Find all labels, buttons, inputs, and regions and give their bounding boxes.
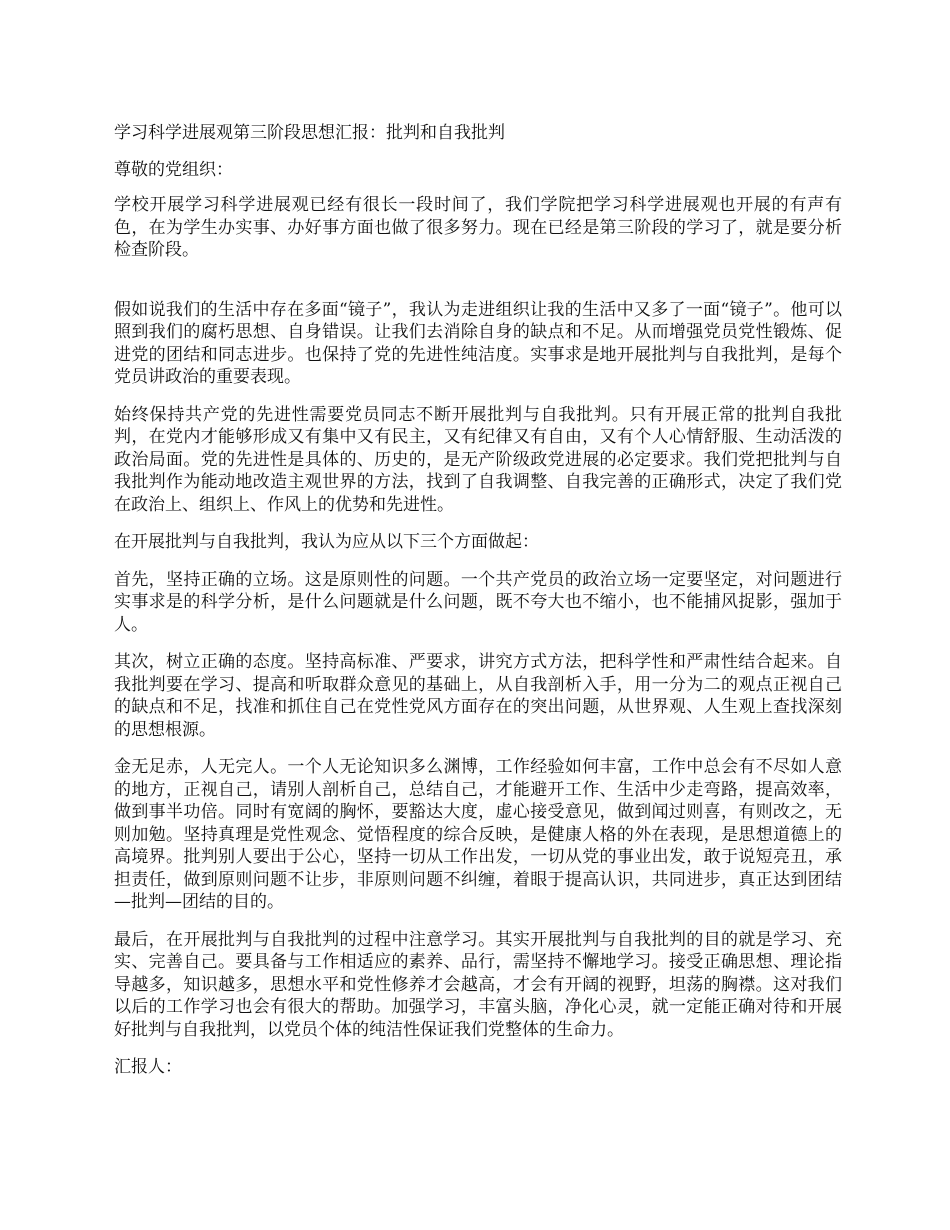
paragraph-no-perfect-person: 金无足赤，人无完人。一个人无论知识多么渊博，工作经验如何丰富，工作中总会有不尽如人意的地方，正视自己，请别人剖析自己，总结自己，才能避开工作、生活中少走弯路，提高效率，做到事半功倍。同时有宽阔的胸怀，要豁达大度，虚心接受意见，做到闻过则喜，有则改之，无则加勉。坚持真理是党性观念、觉悟程度的综合反映，是健康人格的外在表现，是思想道德上的高境界。批判别人要出于公心，坚持一切从工作出发，一切从党的事业出发，敢于说短亮丑，承担责任，做到原则问题不让步，非原则问题不纠缠，着眼于提高认识，共同进步，真正达到团结—批判—团结的目的。: [114, 757, 842, 912]
paragraph-mirror: 假如说我们的生活中存在多面“镜子”，我认为走进组织让我的生活中又多了一面“镜子”。他可以照到我们的腐朽思想、自身错误。让我们去消除自身的缺点和不足。从而增强党员党性锻炼、促进党的团结和同志进步。也保持了党的先进性纯洁度。实事求是地开展批判与自我批判，是每个党员讲政治的重要表现。: [114, 299, 842, 387]
salutation: 尊敬的党组织：: [114, 159, 233, 180]
paragraph-three-aspects: 在开展批判与自我批判，我认为应从以下三个方面做起：: [114, 532, 539, 552]
paragraph-second-point: 其次，树立正确的态度。坚持高标准、严要求，讲究方式方法，把科学性和严肃性结合起来。自我批判要在学习、提高和听取群众意见的基础上，从自我剖析入手，用一分为二的观点正视自己的缺点和不足，找准和抓住自己在党性党风方面存在的突出问题，从世界观、人生观上查找深刻的思想根源。: [114, 652, 842, 740]
paragraph-last-point: 最后，在开展批判与自我批判的过程中注意学习。其实开展批判与自我批判的目的就是学习、充实、完善自己。要具备与工作相适应的素养、品行，需坚持不懈地学习。接受正确思想、理论指导越多，知识越多，思想水平和党性修养才会越高，才会有开阔的视野，坦荡的胸襟。这对我们以后的工作学习也会有很大的帮助。加强学习，丰富头脑，净化心灵，就一定能正确对待和开展好批判与自我批判，以党员个体的纯洁性保证我们党整体的生命力。: [114, 929, 842, 1040]
paragraph-first-point: 首先，坚持正确的立场。这是原则性的问题。一个共产党员的政治立场一定要坚定，对问题进行实事求是的科学分析，是什么问题就是什么问题，既不夸大也不缩小，也不能捕风捉影，强加于人。: [114, 569, 842, 635]
document-title: 学习科学进展观第三阶段思想汇报：批判和自我批判: [114, 123, 505, 143]
paragraph-intro: 学校开展学习科学进展观已经有很长一段时间了，我们学院把学习科学进展观也开展的有声有色，在为学生办实事、办好事方面也做了很多努力。现在已经是第三阶段的学习了，就是要分析检查阶段。: [114, 195, 842, 260]
document-body: [114, 122, 842, 1094]
paragraph-advanced-nature: 始终保持共产党的先进性需要党员同志不断开展批判与自我批判。只有开展正常的批判自我批判，在党内才能够形成又有集中又有民主，又有纪律又有自由，又有个人心情舒服、生动活泼的政治局面。党的先进性是具体的、历史的，是无产阶级政党进展的必定要求。我们党把批判与自我批判作为能动地改造主观世界的方法，找到了自我调整、自我完善的正确形式，决定了我们党在政治上、组织上、作风上的优势和先进性。: [114, 404, 842, 515]
signature-line: 汇报人：: [114, 1057, 182, 1077]
